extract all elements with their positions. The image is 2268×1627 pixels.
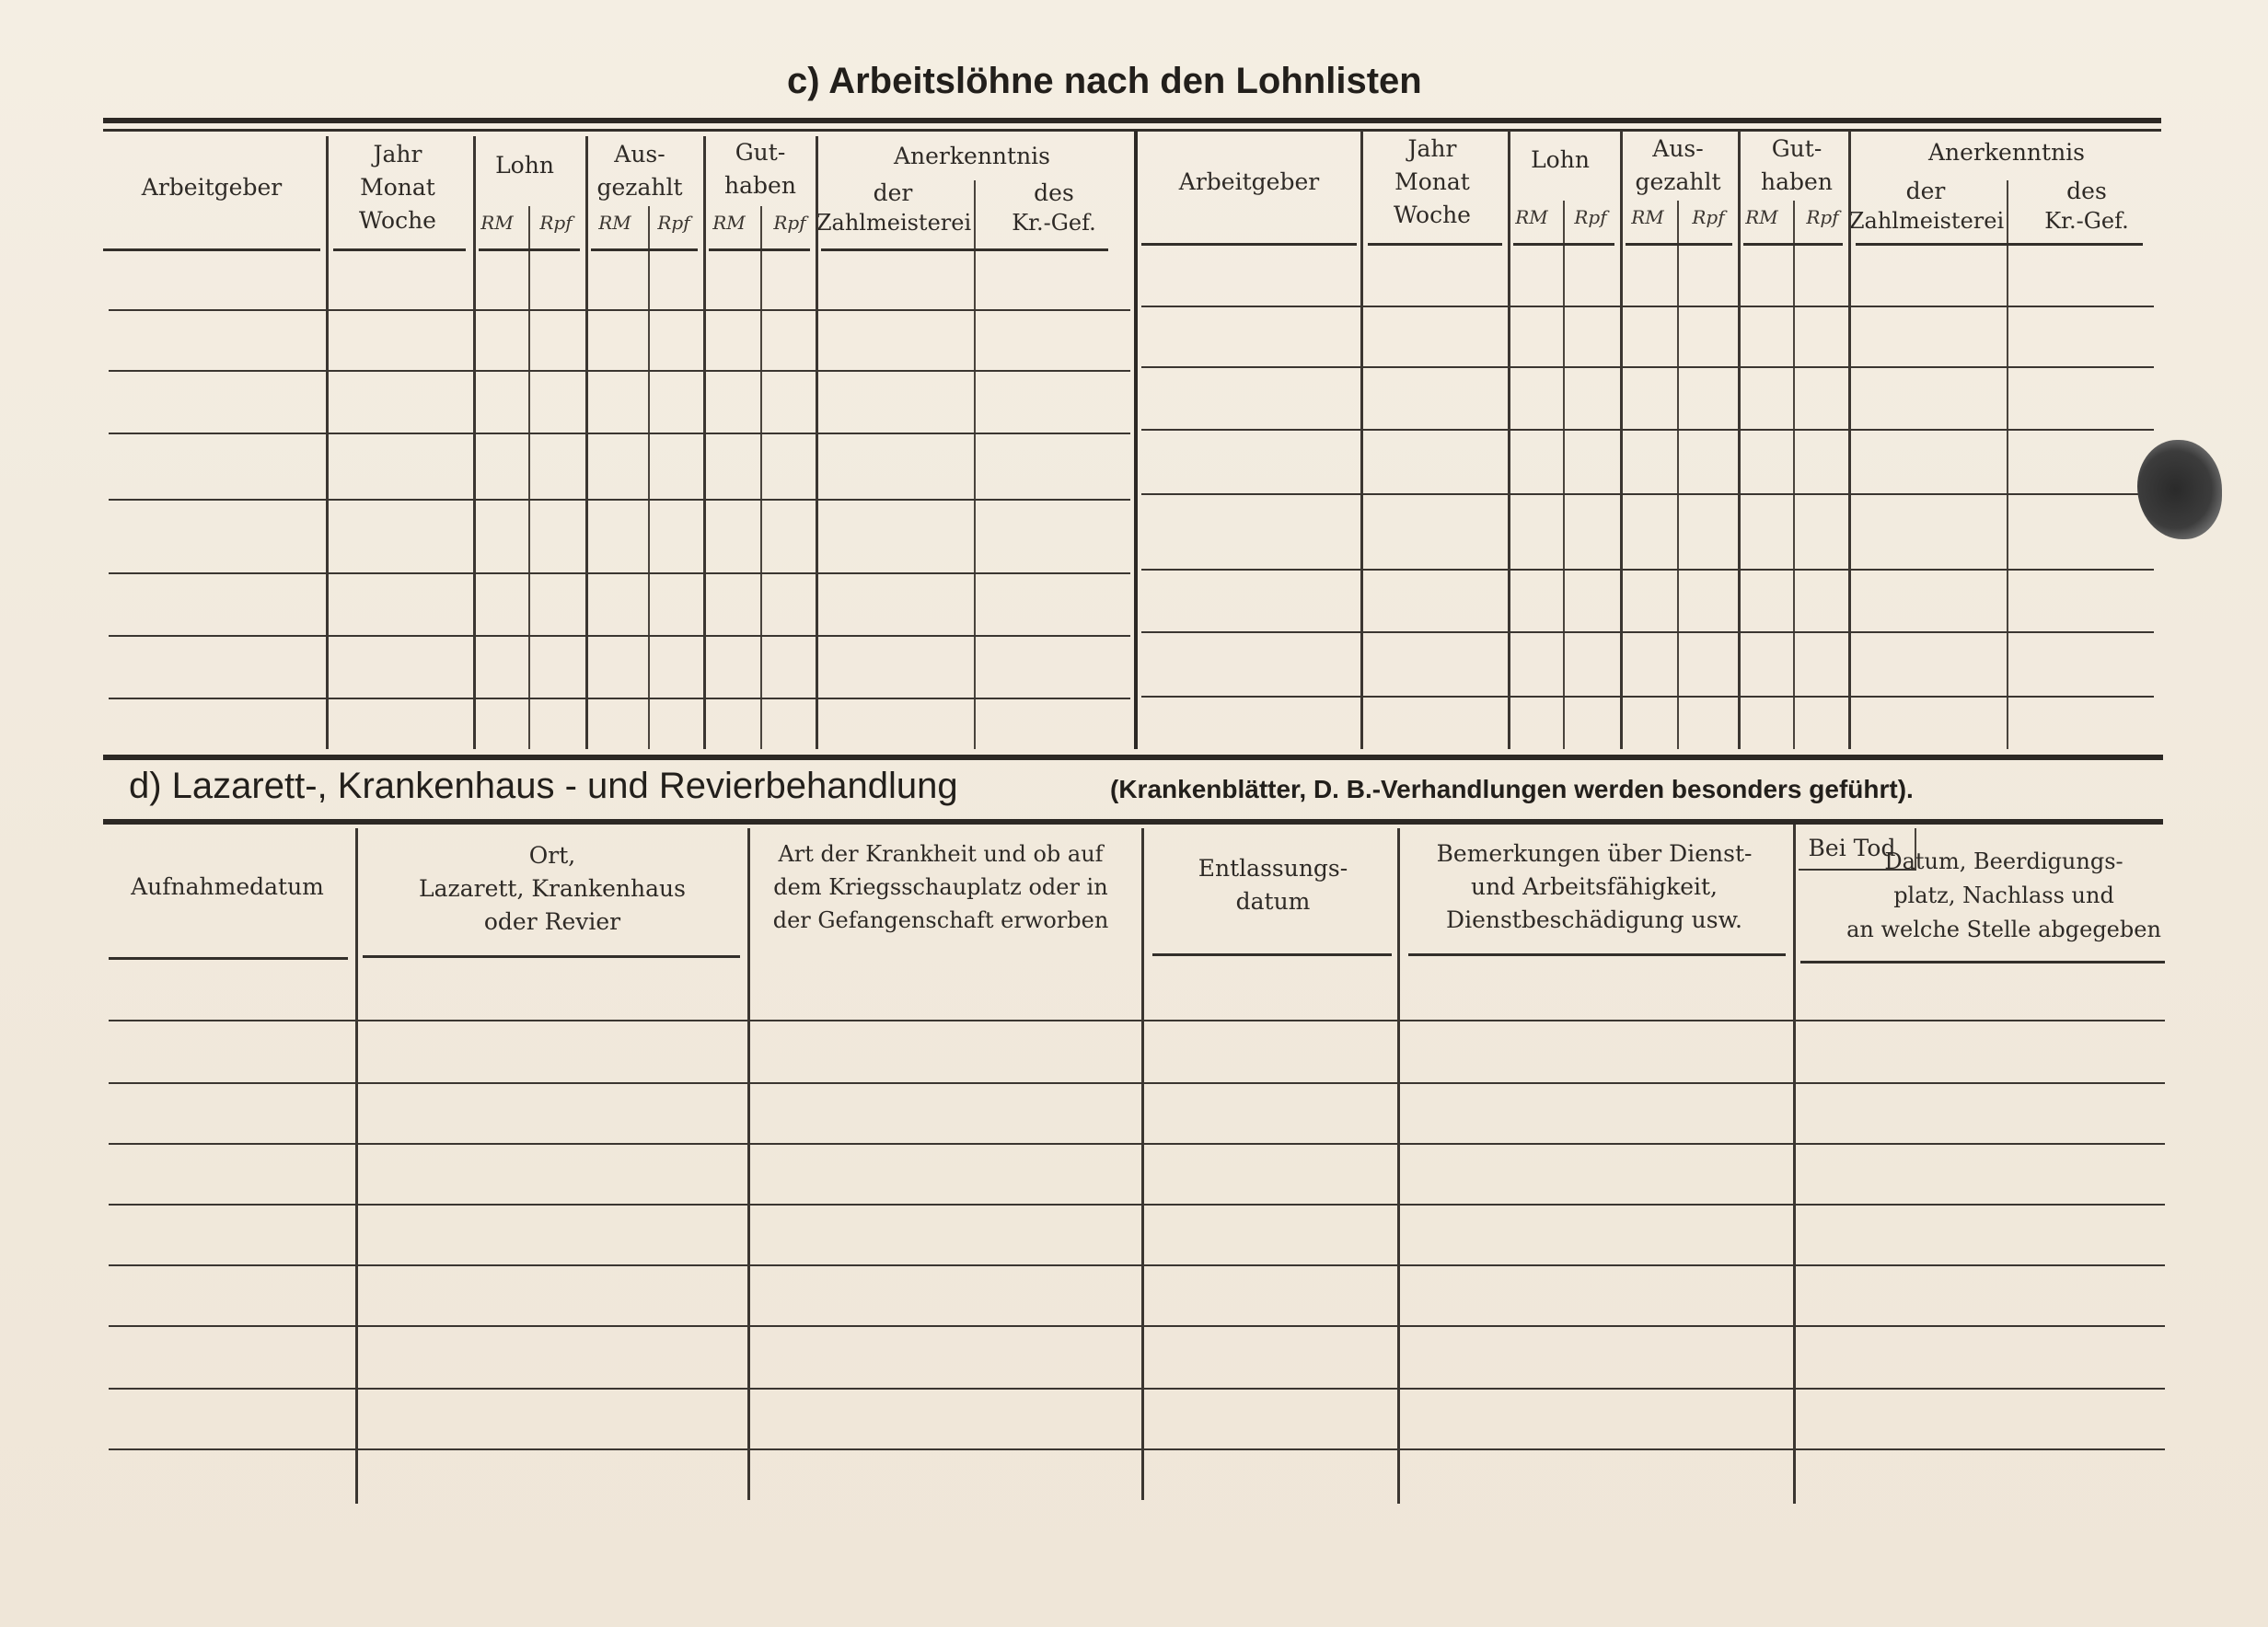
d-entry-line xyxy=(109,1325,2165,1327)
ausgezahlt-rpf-left: Rpf xyxy=(657,212,690,234)
c-entry-line-left xyxy=(109,433,1130,434)
header-arbeitgeber-left: Arbeitgeber xyxy=(141,174,283,201)
ausgezahlt-rm-left: RM xyxy=(598,212,631,234)
section-c-top-rule xyxy=(103,118,2161,123)
header-krgef-left: Kr.-Gef. xyxy=(1012,210,1096,236)
c-entry-line-right xyxy=(1141,569,2154,571)
c-header-rule xyxy=(591,248,698,251)
d-divider xyxy=(1397,828,1400,1504)
header-bei-tod: Bei Tod xyxy=(1808,835,1896,861)
header-aufnahmedatum: Aufnahmedatum xyxy=(131,873,324,900)
guthaben-rpf-right: Rpf xyxy=(1806,206,1839,228)
header-guthaben-right: Gut- haben xyxy=(1761,135,1833,195)
c-divider xyxy=(585,136,588,749)
c-subdivider xyxy=(1563,201,1565,749)
c-entry-line-right xyxy=(1141,696,2154,698)
d-divider xyxy=(1141,828,1144,1500)
c-header-rule xyxy=(1626,243,1732,246)
header-art-krankheit: Art der Krankheit und ob auf dem Kriegsschauplatz oder in der Gefangenschaft erworben xyxy=(772,841,1109,933)
d-entry-line xyxy=(109,1204,2165,1206)
header-arbeitgeber-right: Arbeitgeber xyxy=(1178,168,1320,195)
d-entry-line xyxy=(109,1020,2165,1021)
section-d-title: d) Lazarett-, Krankenhaus - und Revierbehandlung xyxy=(129,766,958,806)
header-datum-beerdigung: Datum, Beerdigungs- platz, Nachlass und an welche Stelle abgegeben xyxy=(1846,848,2161,942)
lohn-rpf-left: Rpf xyxy=(539,212,573,234)
header-anerkenntnis-left: Anerkenntnis xyxy=(893,143,1051,169)
ausgezahlt-rpf-right: Rpf xyxy=(1692,206,1725,228)
c-entry-line-left xyxy=(109,370,1130,372)
d-header-rule xyxy=(1152,953,1392,956)
c-subdivider xyxy=(528,206,530,749)
c-header-rule xyxy=(821,248,1108,251)
c-entry-line-left xyxy=(109,499,1130,501)
section-d-note: (Krankenblätter, D. B.-Verhandlungen werden besonders geführt). xyxy=(1110,775,1914,803)
d-entry-line xyxy=(109,1264,2165,1266)
c-entry-line-left xyxy=(109,698,1130,699)
header-zahlmeisterei-right: Zahlmeisterei xyxy=(1848,208,2005,234)
d-header-rule xyxy=(1408,953,1786,956)
d-entry-line xyxy=(109,1448,2165,1450)
bei-tod-box-edge xyxy=(1799,869,1916,871)
header-des-right: des xyxy=(2066,178,2107,204)
header-entlassungsdatum: Entlassungs- datum xyxy=(1198,855,1348,915)
c-header-rule xyxy=(1743,243,1843,246)
c-header-rule xyxy=(709,248,810,251)
c-subdivider xyxy=(1793,201,1795,749)
c-header-rule xyxy=(103,248,320,251)
header-ausgezahlt-left: Aus- gezahlt xyxy=(596,141,683,201)
c-subdivider xyxy=(2007,180,2008,749)
d-entry-line xyxy=(109,1388,2165,1390)
c-subdivider xyxy=(1677,201,1679,749)
header-lohn-right: Lohn xyxy=(1531,146,1590,173)
c-entry-line-right xyxy=(1141,631,2154,633)
section-c-top-rule-inner xyxy=(103,129,2161,132)
c-divider xyxy=(1508,131,1510,749)
c-subdivider xyxy=(974,180,976,749)
c-subdivider xyxy=(648,206,650,749)
header-anerkenntnis-right: Anerkenntnis xyxy=(1927,139,2086,166)
d-entry-line xyxy=(109,1082,2165,1084)
d-header-rule xyxy=(1800,961,2165,964)
c-divider xyxy=(1360,131,1363,749)
c-divider xyxy=(1848,131,1851,749)
c-header-rule xyxy=(479,248,580,251)
ausgezahlt-rm-right: RM xyxy=(1631,206,1664,228)
c-header-rule xyxy=(333,248,466,251)
d-header-rule xyxy=(363,955,740,958)
guthaben-rm-left: RM xyxy=(712,212,746,234)
c-header-rule xyxy=(1368,243,1502,246)
c-entry-line-left xyxy=(109,309,1130,311)
c-divider xyxy=(1738,131,1741,749)
header-des-left: des xyxy=(1034,179,1074,206)
c-subdivider xyxy=(760,206,762,749)
c-entry-line-left xyxy=(109,635,1130,637)
section-d-top-rule xyxy=(103,755,2163,760)
c-header-rule xyxy=(1513,243,1614,246)
guthaben-rm-right: RM xyxy=(1745,206,1778,228)
bei-tod-box-edge xyxy=(1915,828,1916,869)
header-ausgezahlt-right: Aus- gezahlt xyxy=(1635,135,1721,195)
c-divider xyxy=(326,136,329,749)
d-divider xyxy=(355,828,358,1504)
c-header-rule xyxy=(1141,243,1357,246)
c-divider xyxy=(473,136,476,749)
c-divider xyxy=(816,136,818,749)
c-entry-line-left xyxy=(109,572,1130,574)
header-ort: Ort, Lazarett, Krankenhaus oder Revier xyxy=(419,842,686,935)
section-d-header-top-rule xyxy=(103,819,2163,825)
header-zahlmeisterei-left: Zahlmeisterei xyxy=(816,210,972,236)
c-entry-line-right xyxy=(1141,306,2154,307)
header-jahr-monat-woche-left: Jahr Monat Woche xyxy=(359,141,436,234)
c-divider xyxy=(703,136,706,749)
c-entry-line-right xyxy=(1141,429,2154,431)
d-header-rule xyxy=(109,957,348,960)
d-divider xyxy=(1793,825,1796,1504)
header-krgef-right: Kr.-Gef. xyxy=(2044,208,2129,234)
lohn-rpf-right: Rpf xyxy=(1574,206,1607,228)
header-der-left: der xyxy=(873,179,913,206)
header-der-right: der xyxy=(1905,178,1946,204)
header-bemerkungen: Bemerkungen über Dienst- und Arbeitsfähigkeit, Dienstbeschädigung usw. xyxy=(1436,840,1753,933)
c-divider xyxy=(1620,131,1623,749)
c-center-divider xyxy=(1134,131,1138,749)
d-entry-line xyxy=(109,1143,2165,1145)
c-entry-line-right xyxy=(1141,493,2154,495)
d-divider xyxy=(747,828,750,1500)
lohn-rm-left: RM xyxy=(480,212,514,234)
guthaben-rpf-left: Rpf xyxy=(773,212,806,234)
header-guthaben-left: Gut- haben xyxy=(724,139,796,199)
c-header-rule xyxy=(1856,243,2143,246)
header-jahr-monat-woche-right: Jahr Monat Woche xyxy=(1394,135,1471,228)
header-lohn-left: Lohn xyxy=(495,152,554,179)
lohn-rm-right: RM xyxy=(1515,206,1548,228)
section-c-title: c) Arbeitslöhne nach den Lohnlisten xyxy=(787,61,1422,101)
punch-hole xyxy=(2137,440,2222,539)
c-entry-line-right xyxy=(1141,366,2154,368)
